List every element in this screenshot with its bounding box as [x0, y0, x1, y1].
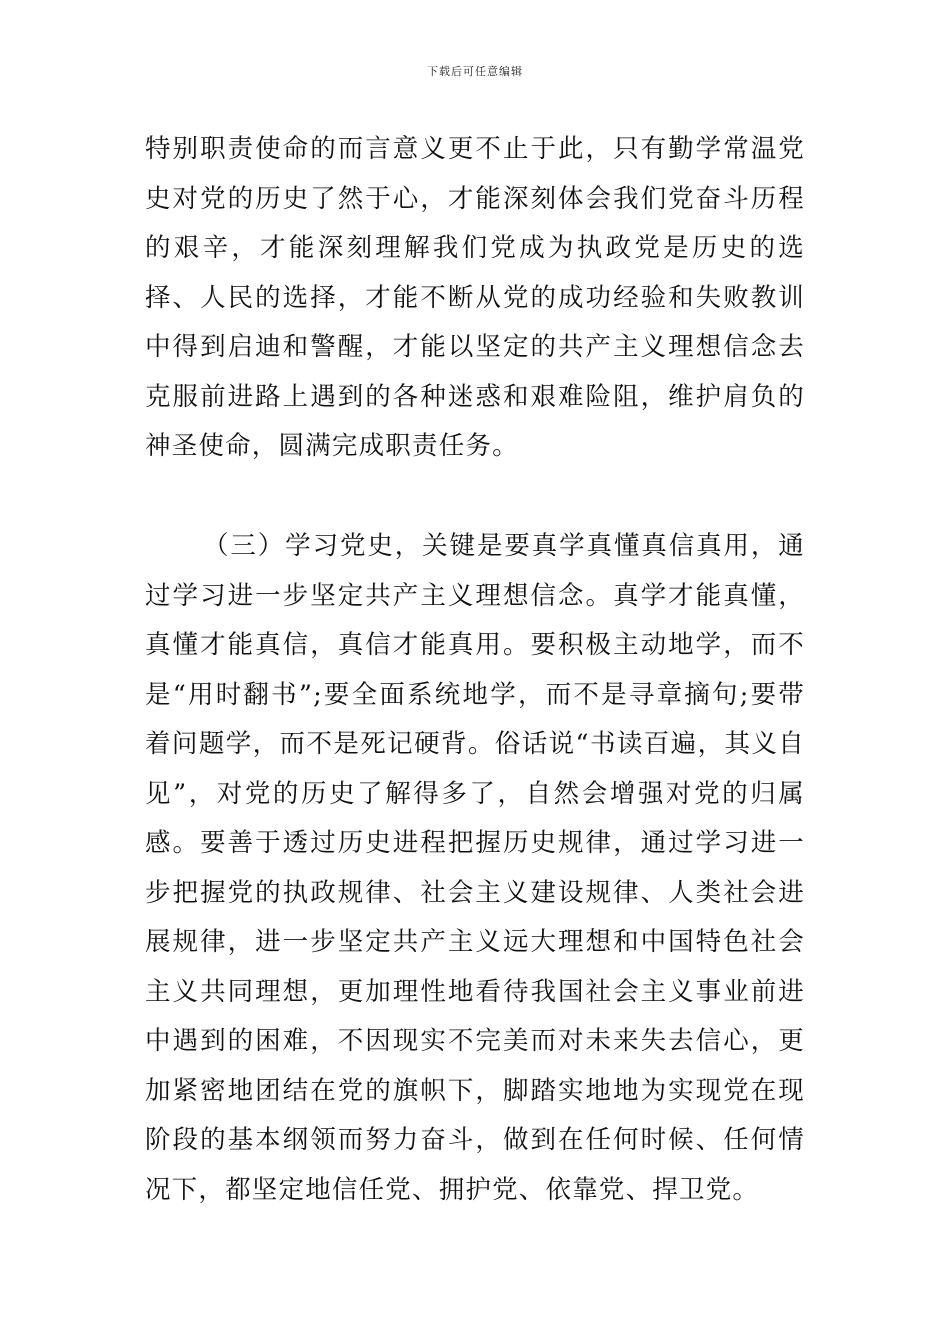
body-paragraph-1: 特别职责使命的而言意义更不止于此，只有勤学常温党史对党的历史了然于心，才能深刻体会我们党奋斗历程的艰辛，才能深刻理解我们党成为执政党是历史的选择、人民的选择，才能不断从党的成功经验和失败教训中得到启迪和警醒，才能以坚定的共产主义理想信念去克服前进路上遇到的各种迷惑和艰难险阻，维护肩负的神圣使命，圆满完成职责任务。	[145, 134, 805, 461]
body-paragraph-2: （三）学习党史，关键是要真学真懂真信真用，通过学习进一步坚定共产主义理想信念。真学才能真懂，真懂才能真信，真信才能真用。要积极主动地学，而不是“用时翻书”;要全面系统地学，而不是寻章摘句;要带着问题学，而不是死记硬背。俗话说“书读百遍，其义自见”，对党的历史了解得多了，自然会增强对党的归属感。要善于透过历史进程把握历史规律，通过学习进一步把握党的执政规律、社会主义建设规律、人类社会进展规律，进一步坚定共产主义远大理想和中国特色社会主义共同理想，更加理性地看待我国社会主义事业前进中遇到的困难，不因现实不完美而对未来失去信心，更加紧密地团结在党的旗帜下，脚踏实地地为实现党在现阶段的基本纲领而努力奋斗，做到在任何时候、任何情况下，都坚定地信任党、拥护党、依靠党、捍卫党。	[145, 531, 805, 1205]
page-header: 下载后可任意编辑	[427, 65, 523, 78]
